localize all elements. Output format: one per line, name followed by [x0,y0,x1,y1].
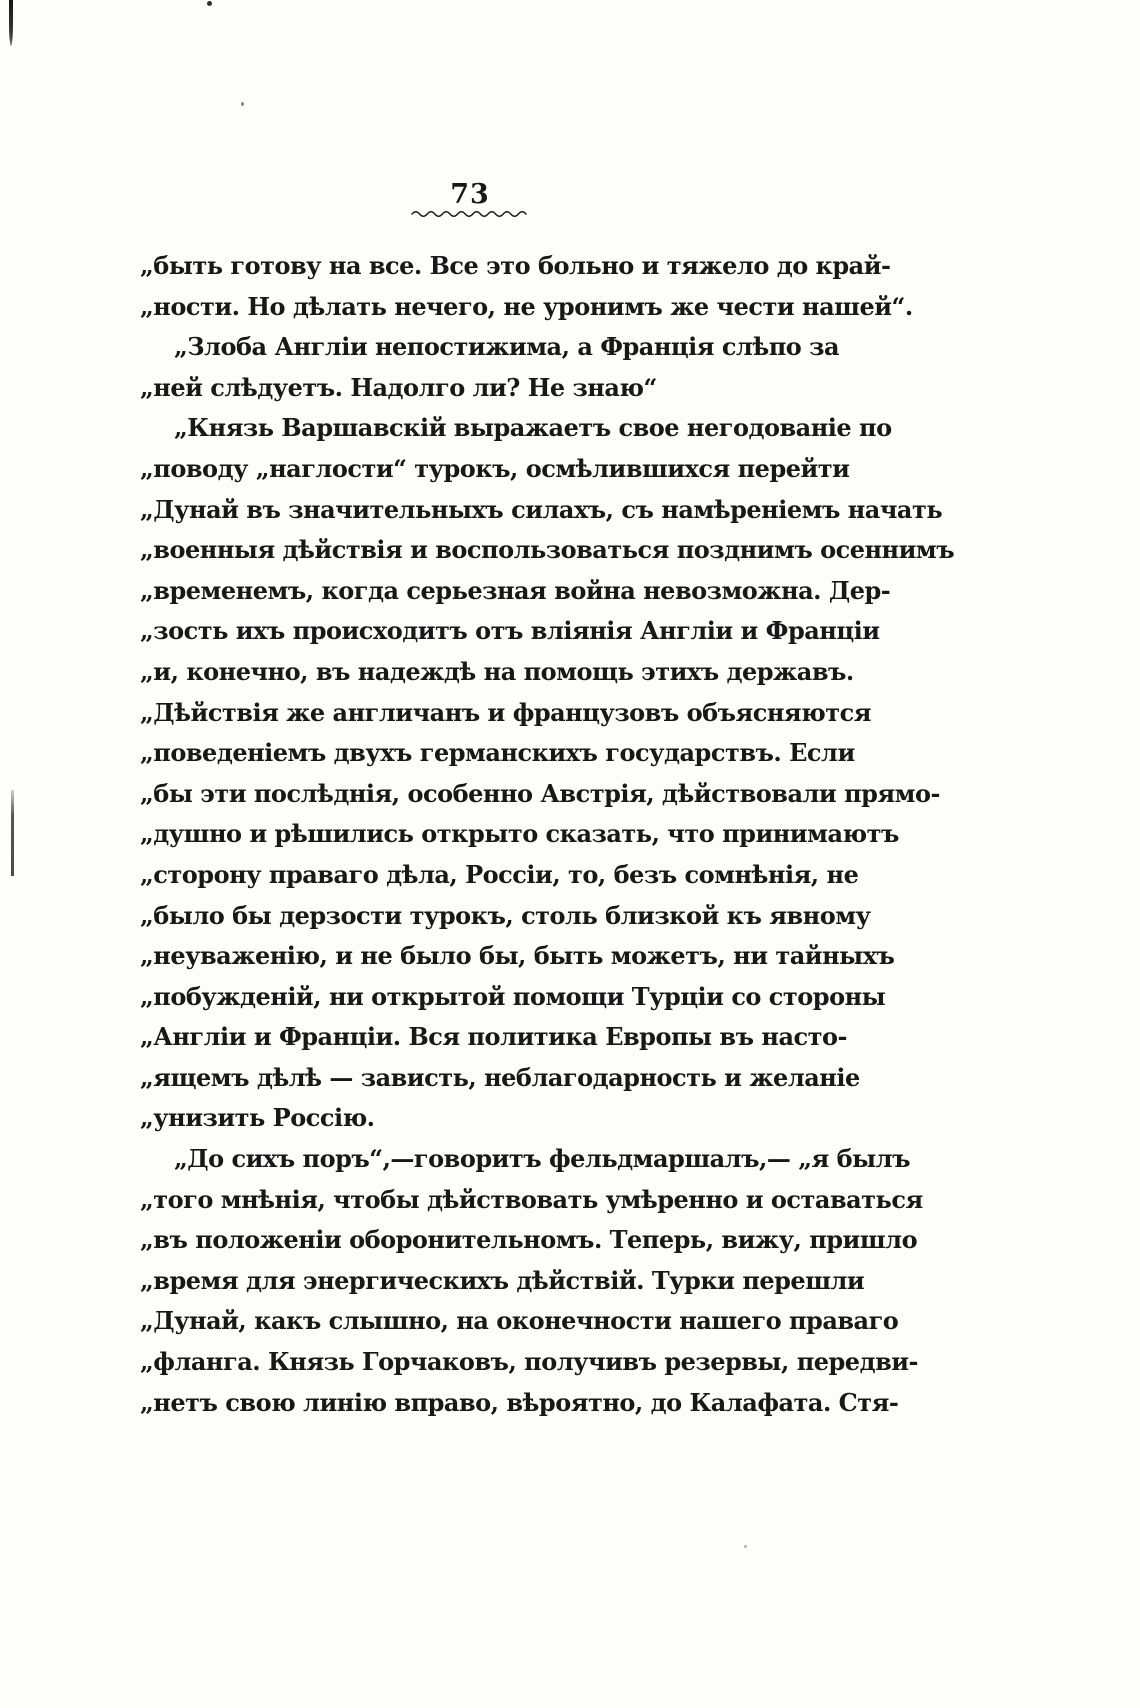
text-line: „Дунай, какъ слышно, на оконечности нашего праваго [140,1306,899,1336]
page-header [140,179,800,218]
text-line: „нетъ свою линію вправо, вѣроятно, до Калафата. Стя- [140,1387,899,1417]
text-line: „временемъ, когда серьезная война невозможна. Дер- [140,575,891,605]
text-line: „Дунай въ значительныхъ силахъ, съ намѣреніемъ начать [140,494,943,524]
wavy-rule-icon [409,209,531,218]
text-line: „ящемъ дѣлѣ — зависть, неблагодарность и желаніе [140,1062,860,1092]
text-line: „и, конечно, въ надеждѣ на помощь этихъ державъ. [140,656,854,686]
text-line: „поведеніемъ двухъ германскихъ государствъ. Если [140,738,855,768]
page-number: 73 [450,179,490,210]
text-line: „Князь Варшавскій выражаетъ свое негодованіе по [174,413,892,443]
text-line: „ней слѣдуетъ. Надолго ли? Не знаю“ [140,372,657,402]
text-line: „Дѣйствія же англичанъ и французовъ объясняются [140,697,871,727]
text-line: „Англіи и Франціи. Вся политика Европы въ насто- [140,1022,847,1052]
ink-speck [207,1,212,6]
text-line: „быть готову на все. Все это больно и тяжело до край- [140,251,891,280]
text-line: „побужденій, ни открытой помощи Турціи со стороны [140,981,886,1011]
text-line: „унизить Россію. [140,1103,375,1133]
text-line: „ности. Но дѣлать нечего, не уронимъ же чести нашей“. [140,291,913,321]
margin-line-artifact [11,790,14,876]
text-line: „того мнѣнія, чтобы дѣйствовать умѣренно и оставаться [140,1184,923,1214]
text-line: „въ положеніи оборонительномъ. Теперь, вижу, пришло [140,1225,918,1255]
ink-stroke-artifact [9,0,13,46]
text-line: „До сихъ поръ“,—говоритъ фельдмаршалъ,— „я былъ [174,1144,911,1174]
text-line: „время для энергическихъ дѣйствій. Турки перешли [140,1265,865,1295]
text-block [140,246,955,1423]
text-line: „военныя дѣйствія и воспользоваться позднимъ осеннимъ [140,535,955,565]
text-line: „неуваженію, и не было бы, быть можетъ, ни тайныхъ [140,941,895,971]
text-line: „было бы дерзости турокъ, столь близкой къ явному [140,900,871,930]
text-line: „фланга. Князь Горчаковъ, получивъ резервы, передви- [140,1347,919,1377]
ink-speck [241,102,244,106]
text-line: „Злоба Англіи непостижима, а Франція слѣпо за [174,332,840,362]
text-line: „душно и рѣшились открыто сказать, что принимаютъ [140,819,899,849]
text-line: „сторону праваго дѣла, Россіи, то, безъ сомнѣнія, не [140,859,859,889]
ink-speck [744,1545,747,1548]
text-line: „бы эти послѣднія, особенно Австрія, дѣйствовали прямо- [140,778,940,808]
text-line: „поводу „наглости“ турокъ, осмѣлившихся перейти [140,453,850,483]
text-line: „зость ихъ происходитъ отъ вліянія Англіи и Франціи [140,616,880,646]
